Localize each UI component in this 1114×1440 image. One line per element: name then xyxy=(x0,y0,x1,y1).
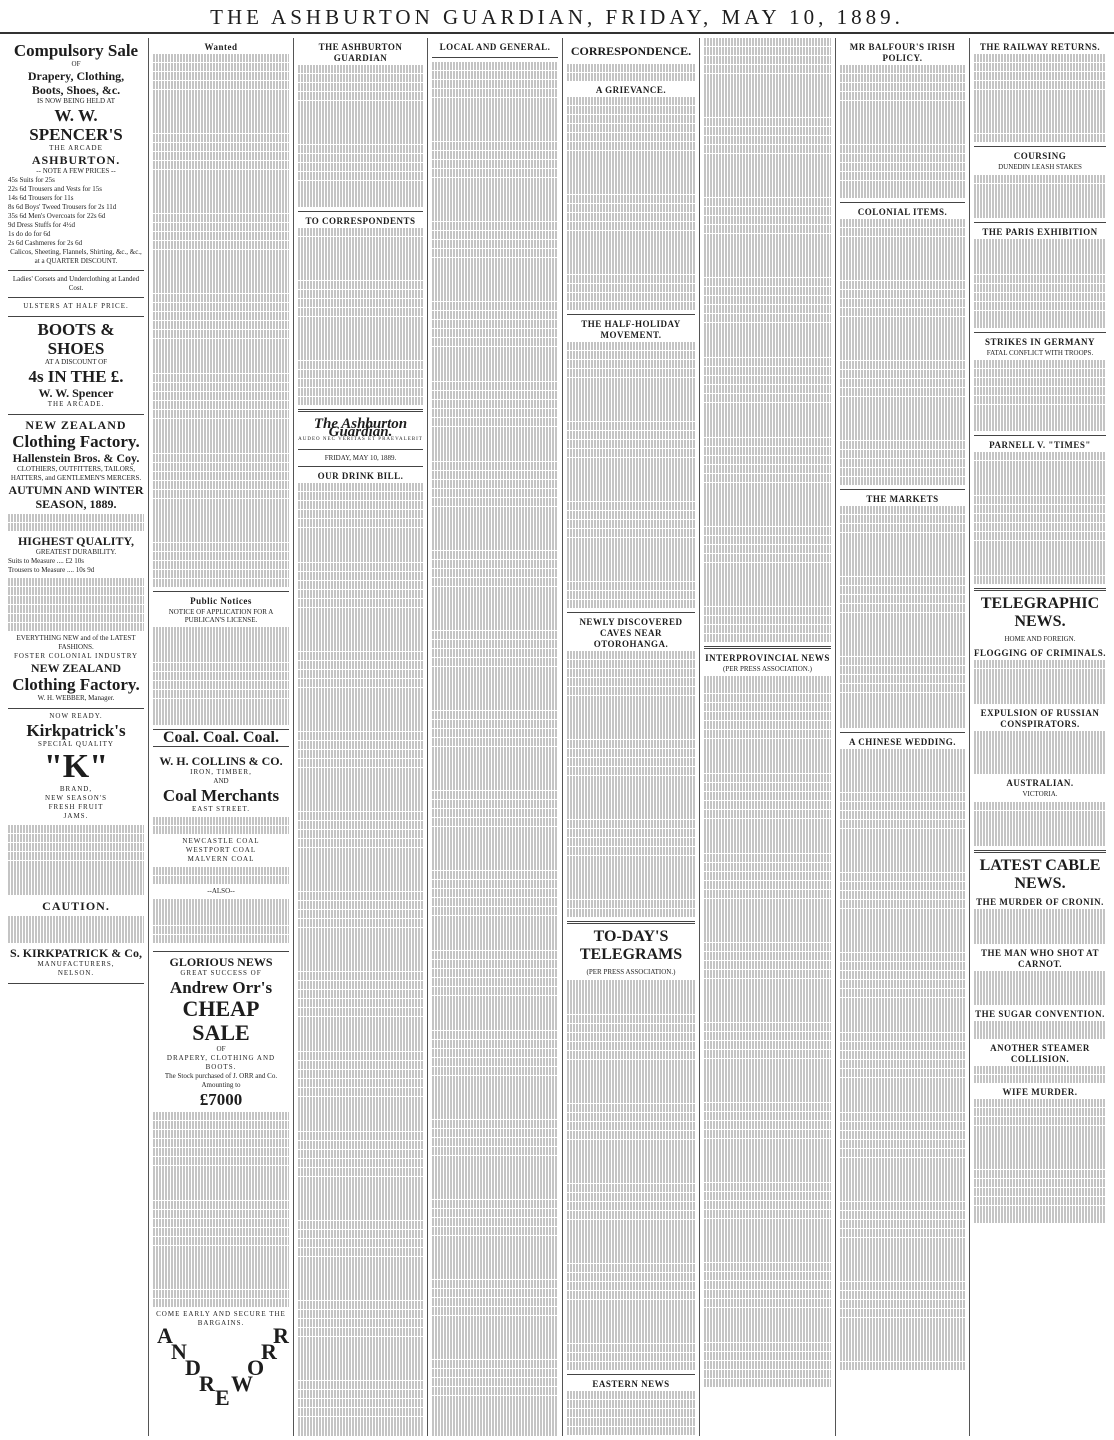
collins-advert xyxy=(153,751,289,952)
ad-text: THE ARCADE. xyxy=(47,400,105,408)
article-heading: THE SUGAR CONVENTION. xyxy=(975,1009,1105,1020)
ad-heading: GLORIOUS NEWS xyxy=(169,955,273,970)
newspaper-motto: AUDEO NEC VERITAS ET PRAEVALEBIT xyxy=(298,437,423,443)
price-list xyxy=(8,176,144,248)
price-item: 1s do do for 6d xyxy=(8,230,51,238)
ad-text: EAST STREET. xyxy=(191,804,251,813)
ad-text: Calicos, Sheeting, Flannels, Shirting, &c., &c., at a QUARTER DISCOUNT. xyxy=(10,248,142,265)
article-heading: THE RAILWAY RETURNS. xyxy=(979,42,1101,52)
classified-text xyxy=(153,54,289,587)
article-text xyxy=(974,1021,1106,1038)
ad-text: IS NOW BEING HELD AT xyxy=(36,97,116,105)
ad-letter: R xyxy=(273,1323,289,1349)
ad-text: CLOTHIERS, OUTFITTERS, TAILORS, HATTERS, and GENTLEMEN'S MERCERS. xyxy=(10,465,142,482)
ad-letter: O xyxy=(247,1355,265,1381)
ad-text: -- NOTE A FEW PRICES -- xyxy=(36,167,116,175)
ad-letter: D xyxy=(185,1355,201,1381)
body-text xyxy=(298,65,423,207)
ad-text: IRON, TIMBER, xyxy=(190,767,252,776)
masthead xyxy=(0,0,1114,34)
ad-text: AT A DISCOUNT OF xyxy=(44,358,108,366)
ad-heading: W. W. Spencer xyxy=(38,386,114,400)
body-text xyxy=(567,64,695,81)
body-text xyxy=(298,228,423,405)
ad-text: BRAND, xyxy=(59,784,93,793)
ad-heading: NEW ZEALAND xyxy=(25,418,127,432)
column-5 xyxy=(563,38,700,1436)
article-text xyxy=(974,452,1106,585)
article-text xyxy=(840,506,965,728)
newspaper-masthead-title: THE ASHBURTON GUARDIAN, FRIDAY, MAY 10, 1889. xyxy=(210,5,904,29)
ad-text: GREAT SUCCESS OF xyxy=(180,969,262,978)
article-text xyxy=(974,660,1106,704)
press-association-note: (PER PRESS ASSOCIATION.) xyxy=(586,968,676,977)
ad-heading: BOOTS & SHOES xyxy=(37,320,115,358)
telegrams-heading: TO-DAY'S TELEGRAMS xyxy=(579,928,683,964)
article-text xyxy=(840,219,965,485)
ad-text: ULSTERS AT HALF PRICE. xyxy=(23,302,129,310)
article-text xyxy=(974,239,1106,327)
telegraphic-news-heading: TELEGRAPHIC NEWS. xyxy=(980,595,1100,631)
ad-text: Ladies' Corsets and Underclothing at Landed Cost. xyxy=(12,275,140,292)
ad-heading: £7000 xyxy=(199,1090,243,1110)
ad-heading: Coal Merchants xyxy=(162,785,280,805)
article-heading: ANOTHER STEAMER COLLISION. xyxy=(990,1042,1090,1064)
clothing-factory-advert xyxy=(8,415,144,709)
column-4 xyxy=(428,38,563,1436)
ad-text: NOW READY. xyxy=(49,711,103,720)
ad-heading: Clothing Factory. xyxy=(12,432,140,451)
price-item: 2s 6d Cashmeres for 2s 6d xyxy=(8,239,83,247)
price-item: 8s 6d Boys' Tweed Trousers for 2s 11d xyxy=(8,203,117,211)
article-text xyxy=(974,360,1106,431)
ad-text: Suits to Measure .... £2 10s xyxy=(8,557,85,566)
price-item: 45s Suits for 25s xyxy=(8,176,55,184)
section-heading: PARNELL V. "TIMES" xyxy=(989,439,1091,450)
ad-heading: HIGHEST QUALITY, xyxy=(17,534,135,549)
section-heading: TO CORRESPONDENTS xyxy=(305,215,416,226)
column-1 xyxy=(4,38,149,1436)
article-text xyxy=(974,731,1106,775)
article-text xyxy=(974,175,1106,219)
ad-heading: Andrew Orr's xyxy=(169,978,273,998)
section-heading: AUSTRALIAN. xyxy=(1006,778,1074,789)
column-6 xyxy=(700,38,836,1436)
ad-heading: NEW ZEALAND xyxy=(30,660,122,675)
boots-advert xyxy=(8,317,144,415)
column-7 xyxy=(836,38,970,1436)
section-heading: Public Notices xyxy=(190,595,252,606)
ad-text: SPECIAL QUALITY xyxy=(38,739,114,748)
price-item: 22s 6d Trousers and Vests for 15s xyxy=(8,185,102,193)
article-text xyxy=(432,62,558,1436)
coal-type: MALVERN COAL xyxy=(187,855,255,864)
ad-heading: CAUTION. xyxy=(42,899,110,914)
ad-text: EVERYTHING NEW and of the LATEST FASHIONS. xyxy=(16,633,136,651)
price-item: 14s 6d Trousers for 11s xyxy=(8,194,74,202)
article-heading: MR BALFOUR'S IRISH POLICY. xyxy=(849,42,956,63)
ad-text: NELSON. xyxy=(57,968,95,977)
ad-heading: Kirkpatrick's xyxy=(26,720,126,740)
article-heading: A CHINESE WEDDING. xyxy=(848,736,957,747)
article-text xyxy=(298,483,423,1436)
article-heading: EXPULSION OF RUSSIAN CONSPIRATORS. xyxy=(980,707,1100,729)
newspaper-columns xyxy=(4,38,1110,1436)
article-text xyxy=(840,749,965,1371)
column-8 xyxy=(970,38,1110,1436)
ad-letter: R xyxy=(261,1339,277,1365)
newspaper-name: The Ashburton Guardian. xyxy=(313,415,408,441)
ad-text: --ALSO-- xyxy=(207,887,235,896)
ad-letter: E xyxy=(215,1385,230,1411)
ad-letter: W xyxy=(231,1371,253,1397)
spencer-advert xyxy=(8,38,144,317)
article-heading: FLOGGING OF CRIMINALS. xyxy=(974,647,1106,658)
sub-heading: HOME AND FOREIGN. xyxy=(1004,635,1076,644)
section-heading: CORRESPONDENCE. xyxy=(570,44,692,58)
ad-heading: CHEAP SALE xyxy=(182,996,260,1046)
ad-letter: A xyxy=(157,1323,173,1349)
ad-text: The Stock purchased of J. ORR and Co. Amounting to xyxy=(164,1072,278,1090)
sub-heading: VICTORIA. xyxy=(1022,790,1058,799)
ad-heading: Drapery, Clothing, xyxy=(27,69,125,83)
ad-heading: 4s IN THE £. xyxy=(28,367,124,386)
section-heading: THE PARIS EXHIBITION xyxy=(982,227,1098,238)
section-heading: THE ASHBURTON GUARDIAN xyxy=(318,42,403,63)
coal-advert-heading: Coal. Coal. Coal. xyxy=(163,728,279,746)
ad-text: GREATEST DURABILITY. xyxy=(35,548,117,557)
section-heading: INTERPROVINCIAL NEWS xyxy=(705,652,830,663)
telegram-text xyxy=(567,980,695,1371)
ad-text: JAMS. xyxy=(63,811,89,820)
ad-heading: Compulsory Sale xyxy=(13,41,139,60)
ad-heading: W. W. SPENCER'S xyxy=(29,106,123,144)
article-heading: OUR DRINK BILL. xyxy=(317,471,404,482)
letter-text xyxy=(567,342,695,608)
ad-letter: N xyxy=(171,1339,187,1365)
article-heading: NEWLY DISCOVERED CAVES NEAR OTOROHANGA. xyxy=(579,617,683,650)
letter-heading: A GRIEVANCE. xyxy=(595,85,667,96)
ad-text: OF xyxy=(216,1045,226,1054)
letter-text xyxy=(567,97,695,310)
press-association-note: (PER PRESS ASSOCIATION.) xyxy=(723,664,812,673)
ad-heading: Boots, Shoes, &c. xyxy=(31,83,121,97)
ad-text: DRAPERY, CLOTHING AND BOOTS. xyxy=(166,1054,276,1072)
letter-heading: THE HALF-HOLIDAY MOVEMENT. xyxy=(581,318,681,340)
issue-date: FRIDAY, MAY 10, 1889. xyxy=(324,453,397,462)
article-heading: THE MAN WHO SHOT AT CARNOT. xyxy=(980,947,1100,969)
section-heading: THE MARKETS xyxy=(866,493,939,504)
orr-advert xyxy=(153,952,289,1436)
ad-text: FRESH FRUIT xyxy=(48,802,104,811)
ad-text: COME EARLY AND SECURE THE BARGAINS. xyxy=(156,1310,286,1328)
ad-heading: AUTUMN AND WINTER xyxy=(8,483,144,497)
article-text xyxy=(974,1099,1106,1223)
ad-text: OF xyxy=(71,60,81,68)
ad-text: THE ARCADE xyxy=(49,144,103,152)
article-text xyxy=(974,54,1106,142)
latest-cable-heading: LATEST CABLE NEWS. xyxy=(979,856,1101,892)
ad-text: NEW SEASON'S xyxy=(45,793,107,802)
article-heading: WIFE MURDER. xyxy=(1002,1086,1078,1097)
article-text xyxy=(974,971,1106,1006)
sub-heading: DUNEDIN LEASH STAKES xyxy=(998,163,1082,172)
notice-text xyxy=(153,627,289,724)
article-text xyxy=(567,651,695,917)
ad-text: FOSTER COLONIAL INDUSTRY xyxy=(13,651,139,660)
price-item: 9d Dress Stuffs for 4½d xyxy=(8,221,75,229)
section-heading: Wanted xyxy=(204,42,238,52)
section-heading: STRIKES IN GERMANY xyxy=(984,336,1096,347)
section-heading: COLONIAL ITEMS. xyxy=(857,206,948,217)
ad-heading: W. H. COLLINS & CO. xyxy=(159,753,283,768)
article-text xyxy=(704,38,831,642)
article-text xyxy=(840,65,965,198)
andrew-orr-diagonal-letters xyxy=(153,1323,289,1436)
ad-text: AND xyxy=(213,776,229,785)
ad-heading: Hallenstein Bros. & Coy. xyxy=(12,451,140,465)
coal-type: NEWCASTLE COAL xyxy=(182,837,260,846)
ad-text: Trousers to Measure .... 10s 9d xyxy=(8,566,95,575)
article-text xyxy=(974,802,1106,846)
notice-heading: NOTICE OF APPLICATION FOR A PUBLICAN'S LICENSE. xyxy=(168,607,274,625)
price-item: 35s 6d Men's Overcoats for 22s 6d xyxy=(8,212,106,220)
article-text xyxy=(974,1066,1106,1083)
section-heading: LOCAL AND GENERAL. xyxy=(439,42,551,52)
kirkpatrick-advert xyxy=(8,709,144,984)
ad-text: MANUFACTURERS, xyxy=(37,959,115,968)
ad-heading: S. KIRKPATRICK & Co, xyxy=(10,945,142,960)
ad-letter: R xyxy=(199,1371,215,1397)
column-3 xyxy=(294,38,428,1436)
article-heading: THE MURDER OF CRONIN. xyxy=(976,896,1104,907)
ad-text: W. H. WEBBER, Manager. xyxy=(37,693,115,702)
ad-heading: "K" xyxy=(43,747,109,785)
coal-type: WESTPORT COAL xyxy=(185,846,257,855)
sub-heading: FATAL CONFLICT WITH TROOPS. xyxy=(986,348,1094,357)
article-text xyxy=(974,909,1106,944)
ad-heading: ASHBURTON. xyxy=(31,153,121,167)
section-heading: EASTERN NEWS xyxy=(592,1379,670,1390)
article-text xyxy=(567,1391,695,1436)
section-heading: COURSING xyxy=(1013,151,1067,162)
column-2 xyxy=(149,38,294,1436)
ad-heading: Clothing Factory. xyxy=(12,674,140,694)
article-text xyxy=(704,676,831,1387)
ad-heading: SEASON, 1889. xyxy=(35,497,117,511)
